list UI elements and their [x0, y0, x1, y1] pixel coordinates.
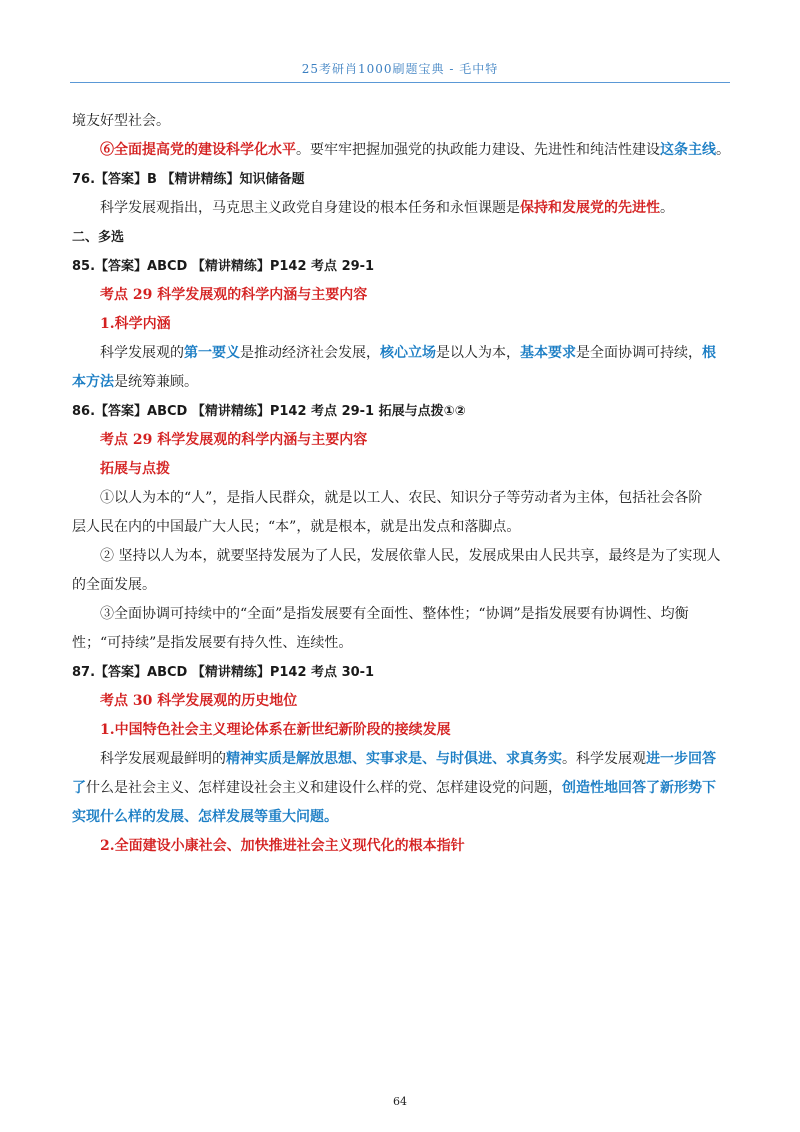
highlight-blue: 创造性地回答了新形势下 [562, 780, 716, 796]
page-header: 25考研肖1000刷题宝典 - 毛中特 [301, 62, 499, 76]
highlight-blue: 基本要求 [520, 345, 576, 361]
paragraph-text: 科学发展观指出，马克思主义政党自身建设的根本任务和永恒课题是 [100, 200, 520, 216]
paragraph-text: 是以人为本， [436, 345, 520, 361]
answer-heading-86: 86.【答案】ABCD 【精讲精练】P142 考点 29-1 拓展与点拨①② [72, 404, 466, 419]
highlight-blue: 进一步回答 [646, 751, 716, 767]
highlight-red: 保持和发展党的先进性 [520, 200, 660, 216]
paragraph-text: 的全面发展。 [72, 577, 156, 593]
paragraph-text: 是全面协调可持续， [576, 345, 702, 361]
paragraph-text: 。 [660, 200, 674, 216]
answer-heading-85: 85.【答案】ABCD 【精讲精练】P142 考点 29-1 [72, 259, 375, 274]
paragraph-text: 是推动经济社会发展， [240, 345, 380, 361]
text-line [72, 745, 732, 774]
paragraph-text: 是统筹兼顾。 [114, 374, 198, 390]
subtopic-title: 2.全面建设小康社会、加快推进社会主义现代化的根本指针 [100, 838, 465, 854]
text-line [72, 136, 732, 165]
paragraph-text: 境友好型社会。 [72, 113, 170, 129]
text-line [72, 339, 732, 368]
page-number: 64 [393, 1095, 407, 1108]
paragraph-text: ①以人为本的“人”，是指人民群众，就是以工人、农民、知识分子等劳动者为主体，包括社会各阶 [100, 490, 703, 506]
topic-title: 考点 29 科学发展观的科学内涵与主要内容 [100, 432, 368, 448]
text-line [72, 107, 732, 136]
paragraph-text: ② 坚持以人为本，就要坚持发展为了人民，发展依靠人民，发展成果由人民共享，最终是为了实现人 [100, 548, 721, 564]
topic-title: 考点 30 科学发展观的历史地位 [100, 693, 298, 709]
highlight-red: ⑥全面提高党的建设科学化水平 [100, 142, 296, 158]
highlight-blue: 核心立场 [380, 345, 436, 361]
highlight-blue: 精神实质是解放思想、实事求是、与时俱进、求真务实 [226, 751, 562, 767]
highlight-blue: 实现什么样的发展、怎样发展等重大问题。 [72, 809, 338, 825]
paragraph-text: 。要牢牢把握加强党的执政能力建设、先进性和纯洁性建设 [296, 142, 660, 158]
document-body [72, 107, 732, 861]
subtopic-title: 1.科学内涵 [100, 316, 171, 332]
text-line [72, 774, 732, 803]
answer-heading-87: 87.【答案】ABCD 【精讲精练】P142 考点 30-1 [72, 665, 375, 680]
highlight-blue: 这条主线 [660, 142, 716, 158]
text-line [72, 194, 732, 223]
header-divider [70, 82, 730, 83]
text-line [72, 368, 732, 397]
highlight-blue: 本方法 [72, 374, 114, 390]
paragraph-text: 什么是社会主义、怎样建设社会主义和建设什么样的党、怎样建设党的问题， [86, 780, 562, 796]
highlight-blue: 根 [702, 345, 716, 361]
paragraph-text: 性；“可持续”是指发展要有持久性、连续性。 [72, 635, 353, 651]
paragraph-text: 。 [716, 142, 730, 158]
highlight-blue: 第一要义 [184, 345, 240, 361]
paragraph-text: 层人民在内的中国最广大人民；“本”，就是根本，就是出发点和落脚点。 [72, 519, 521, 535]
subtopic-title: 1.中国特色社会主义理论体系在新世纪新阶段的接续发展 [100, 722, 451, 738]
paragraph-text: ③全面协调可持续中的“全面”是指发展要有全面性、整体性；“协调”是指发展要有协调性、均衡 [100, 606, 689, 622]
subtopic-title: 拓展与点拨 [100, 461, 170, 477]
paragraph-text: 科学发展观的 [100, 345, 184, 361]
topic-title: 考点 29 科学发展观的科学内涵与主要内容 [100, 287, 368, 303]
highlight-blue: 了 [72, 780, 86, 796]
answer-heading-76: 76.【答案】B 【精讲精练】知识储备题 [72, 172, 305, 187]
paragraph-text: 。科学发展观 [562, 751, 646, 767]
paragraph-text: 科学发展观最鲜明的 [100, 751, 226, 767]
section-heading-multiple-choice: 二、多选 [72, 230, 125, 245]
